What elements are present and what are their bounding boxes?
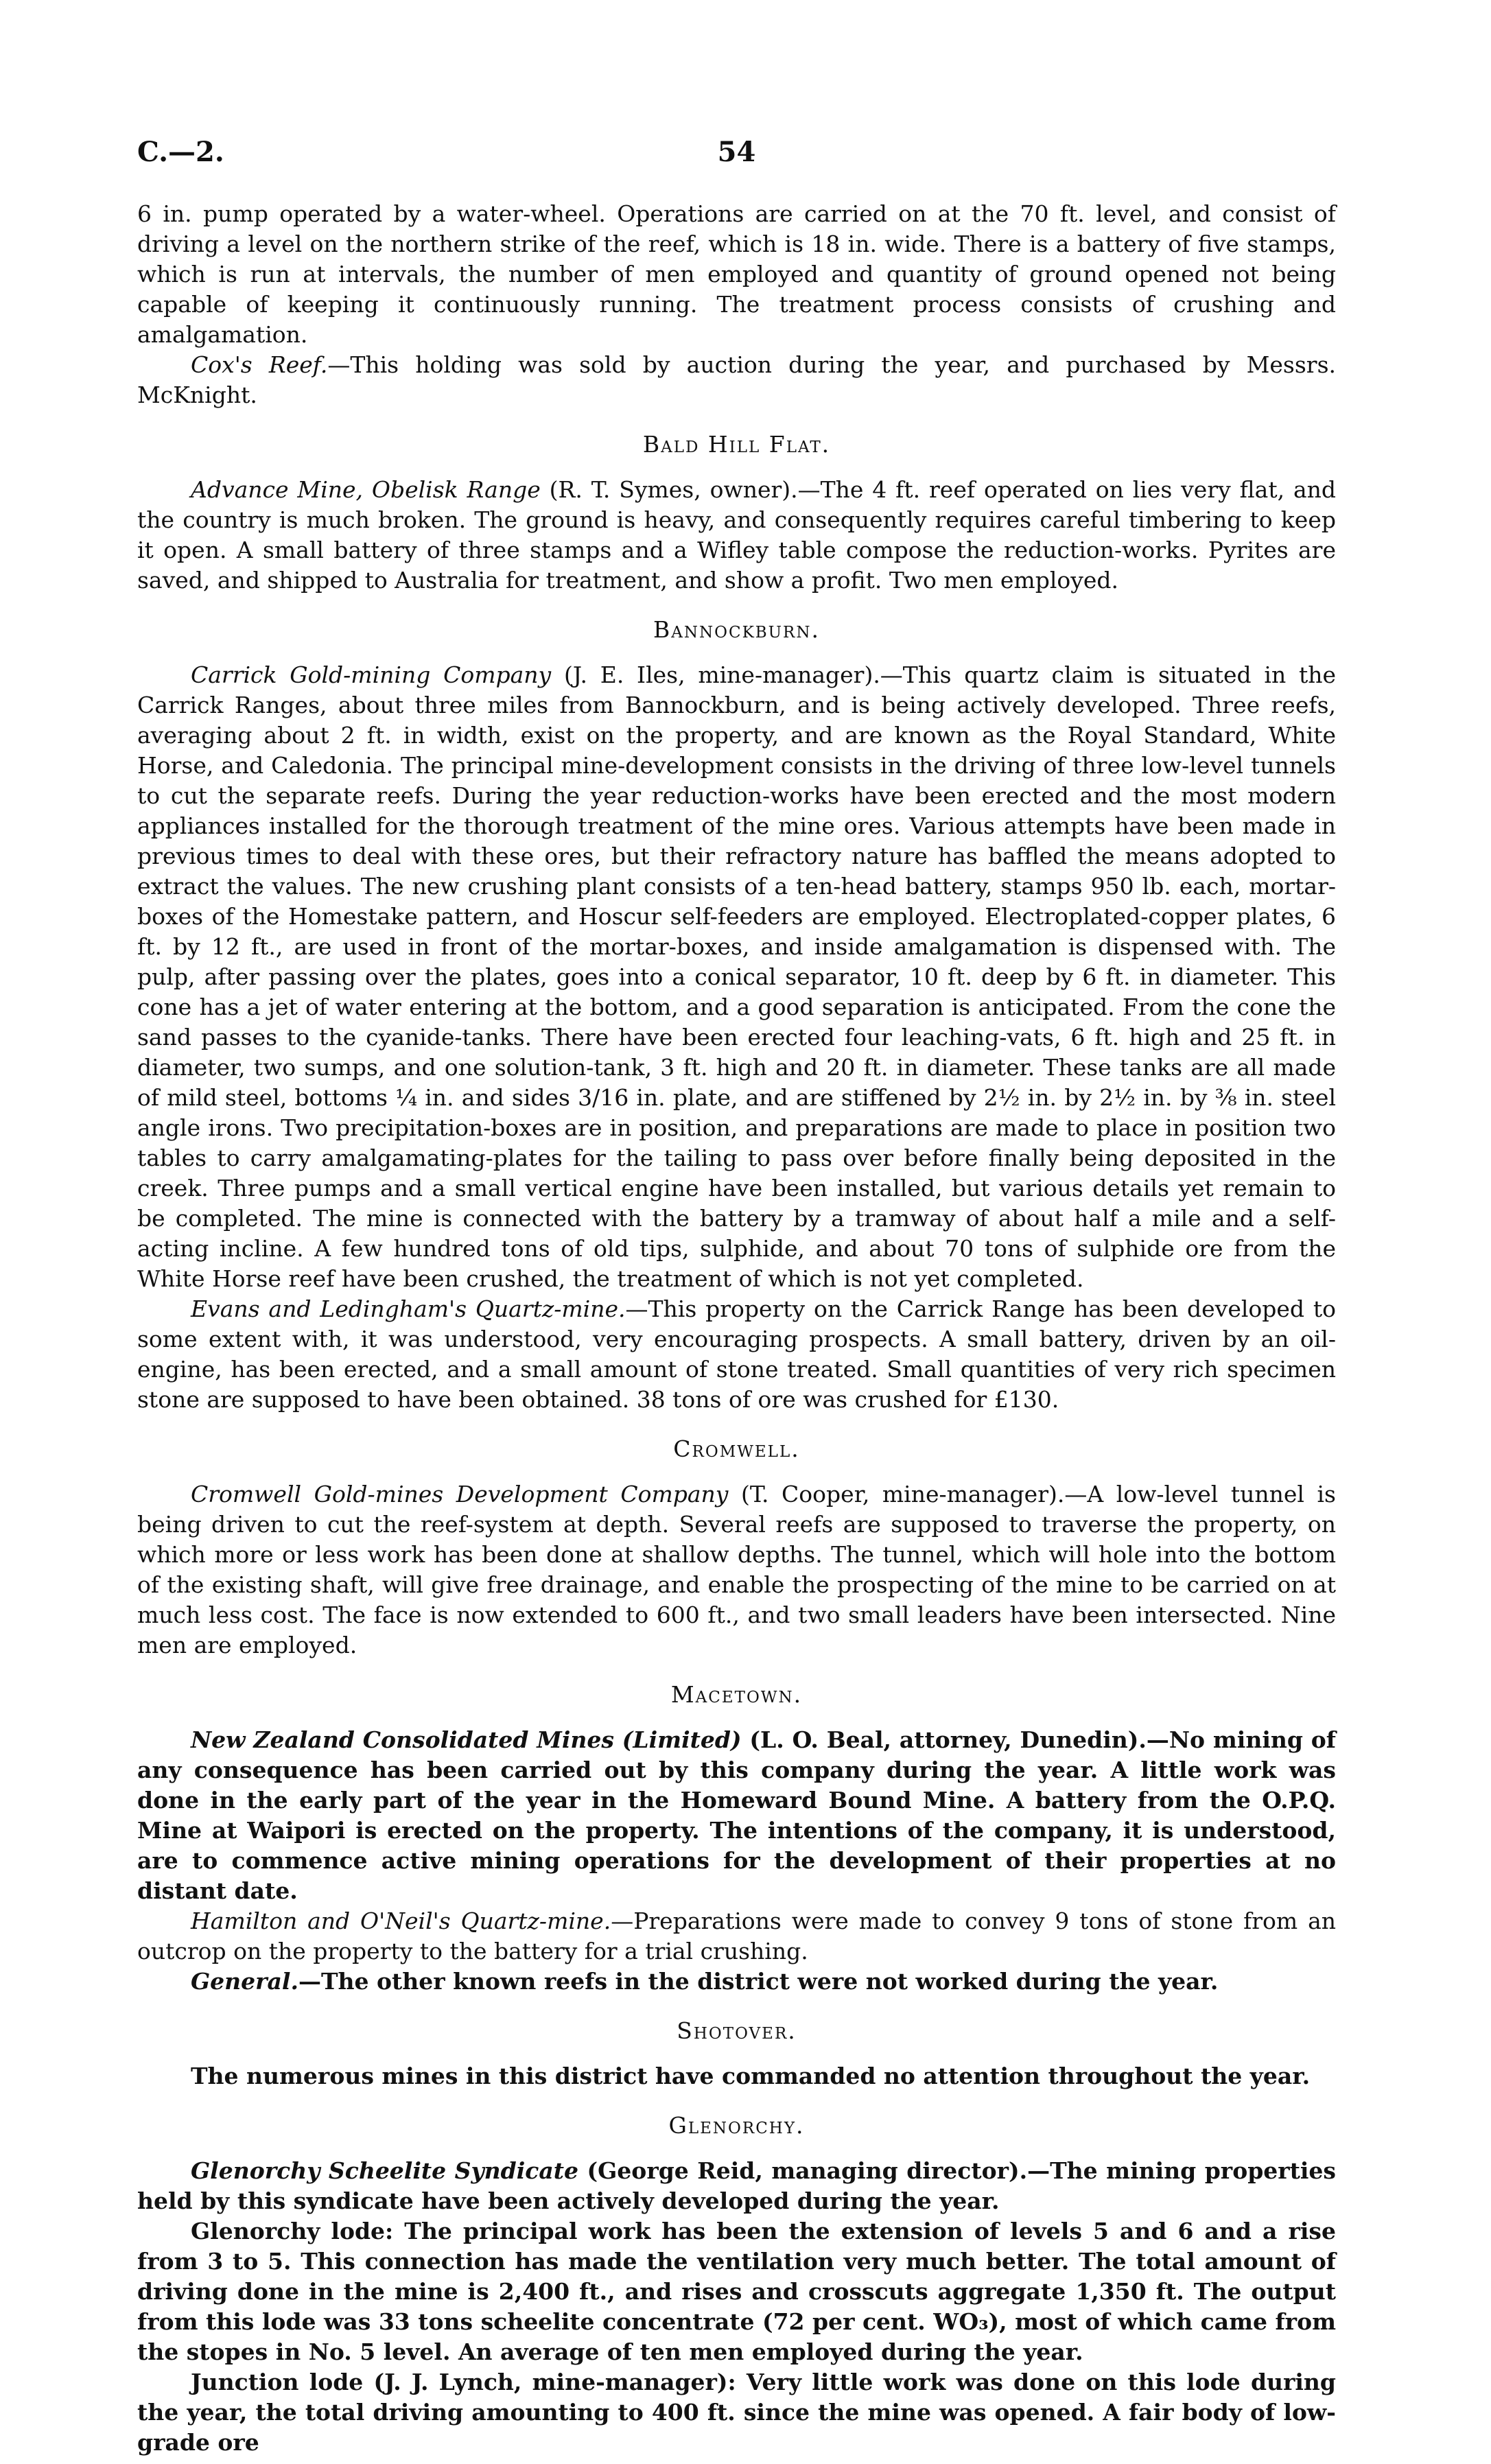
paragraph: Junction lode (J. J. Lynch, mine-manager): Very little work was done on this lode during the year, the total driving amounting to 400 ft. since the mine was opened. A fair body of low-grade ore bbox=[137, 2369, 1336, 2456]
paragraph-text: (George Reid, managing director).—The mining properties held by this syndicate have been actively developed during the year. bbox=[137, 2157, 1337, 2214]
paragraph-text: (J. E. Iles, mine-manager).—This quartz claim is situated in the Carrick Ranges, about three miles from Bannockburn, and is being actively developed. Three reefs, averaging about 2 ft. in width, exist on the property, and are known as the Royal Standard, White Horse, and Caledonia. The principal mine-development consists in the driving of three low-level tunnels to cut the separate reefs. During the year reduction-works have been erected and the most modern appliances installed for the thorough treatment of the mine ores. Various attempts have been made in previous times to deal with these ores, but their refractory nature has baffled the means adopted to extract the values. The new crushing plant consists of a ten-head battery, stamps 950 lb. each, mortar-boxes of the Homestake pattern, and Hoscur self-feeders are employed. Electroplated-copper plates, 6 ft. by 12 ft., are used in front of the mortar-boxes, and inside amalgamation is dispensed with. The pulp, after passing over the plates, goes into a conical separator, 10 ft. deep by 6 ft. in diameter. This cone has a jet of water entering at the bottom, and a good separation is anticipated. From the cone the sand passes to the cyanide-tanks. There have been erected four leaching-vats, 6 ft. high and 25 ft. in diameter, two sumps, and one solution-tank, 3 ft. high and 20 ft. in diameter. These tanks are all made of mild steel, bottoms ¼ in. and sides 3/16 in. plate, and are stiffened by 2½ in. by 2½ in. by ⅜ in. steel angle irons. Two precipitation-boxes are in position, and preparations are made to place in position two tables to carry amalgamating-plates for the tailing to pass over before finally being deposited in the creek. Three pumps and a small vertical engine have been installed, but various details yet remain to be completed. The mine is connected with the battery by a tramway of about half a mile and a self-acting incline. A few hundred tons of old tips, sulphide, and about 70 tons of sulphide ore from the White Horse reef have been crushed, the treatment of which is not yet completed. bbox=[137, 661, 1336, 1292]
paragraph-title: Hamilton and O'Neil's Quartz-mine. bbox=[191, 1908, 611, 1934]
paragraph-title: Advance Mine, Obelisk Range bbox=[191, 476, 541, 503]
paragraph-title: Evans and Ledingham's Quartz-mine. bbox=[191, 1295, 626, 1322]
paragraph bbox=[137, 350, 1336, 410]
paragraph bbox=[137, 1906, 1336, 1967]
paragraph bbox=[137, 1967, 1336, 1997]
paragraph bbox=[137, 475, 1336, 596]
paragraph-text: —This holding was sold by auction during the year, and purchased by Messrs. McKnight. bbox=[137, 351, 1336, 408]
page-number: 54 bbox=[717, 136, 756, 168]
paragraph: Glenorchy lode: The principal work has been the extension of levels 5 and 6 and a rise from 3 to 5. This connection has made the ventilation very much better. The total amount of driving done in the mine is 2,400 ft., and rises and crosscuts aggregate 1,350 ft. The output from this lode was 33 tons scheelite concentrate (72 per cent. WO₃), most of which came from the stopes in No. 5 level. An average of ten men employed during the year. bbox=[137, 2218, 1336, 2365]
paragraph-text: (R. T. Symes, owner).—The 4 ft. reef operated on lies very flat, and the country is much broken. The ground is heavy, and consequently requires careful timbering to keep it open. A small battery of three stamps and a Wifley table compose the reduction-works. Pyrites are saved, and shipped to Australia for treatment, and show a profit. Two men employed. bbox=[137, 476, 1336, 594]
paragraph-title: Glenorchy Scheelite Syndicate bbox=[191, 2157, 578, 2184]
report-reference: C.—2. bbox=[137, 136, 224, 168]
section-heading-shotover: Shotover. bbox=[677, 2017, 797, 2044]
section-heading-bannockburn: Bannockburn. bbox=[653, 616, 820, 643]
paragraph-title: General. bbox=[191, 1968, 298, 1995]
section-heading-glenorchy: Glenorchy. bbox=[668, 2112, 805, 2139]
paragraph-title: New Zealand Consolidated Mines (Limited) bbox=[191, 1726, 742, 1753]
section-heading-macetown: Macetown. bbox=[670, 1681, 803, 1708]
paragraph-text: —This property on the Carrick Range has been developed to some extent with, it was understood, very encouraging prospects. A small battery, driven by an oil-engine, has been erected, and a small amount of stone treated. Small quantities of very rich specimen stone are supposed to have been obtained. 38 tons of ore was crushed for £130. bbox=[137, 1295, 1336, 1413]
paragraph bbox=[137, 660, 1336, 1294]
paragraph bbox=[137, 1294, 1336, 1415]
paragraph-text: (T. Cooper, mine-manager).—A low-level tunnel is being driven to cut the reef-system at depth. Several reefs are supposed to traverse the property, on which more or less work has been done at shallow depths. The tunnel, which will hole into the bottom of the existing shaft, will give free drainage, and enable the prospecting of the mine to be carried on at much less cost. The face is now extended to 600 ft., and two small leaders have been intersected. Nine men are employed. bbox=[137, 1481, 1336, 1658]
paragraph: 6 in. pump operated by a water-wheel. Operations are carried on at the 70 ft. level, and consist of driving a level on the northern strike of the reef, which is 18 in. wide. There is a battery of five stamps, which is run at intervals, the number of men employed and quantity of ground opened not being capable of keeping it continuously running. The treatment process consists of crushing and amalgamation. bbox=[137, 200, 1336, 348]
section-heading-cromwell: Cromwell. bbox=[673, 1435, 800, 1462]
paragraph-text: —Preparations were made to convey 9 tons of stone from an outcrop on the property to the battery for a trial crushing. bbox=[137, 1908, 1337, 1964]
paragraph bbox=[137, 1479, 1336, 1661]
paragraph-title: Carrick Gold-mining Company bbox=[191, 661, 552, 688]
paragraph-title: Cromwell Gold-mines Development Company bbox=[191, 1481, 729, 1507]
paragraph bbox=[137, 1725, 1336, 1906]
paragraph: The numerous mines in this district have commanded no attention throughout the year. bbox=[191, 2063, 1311, 2089]
paragraph-text: —The other known reefs in the district were not worked during the year. bbox=[298, 1968, 1219, 1995]
paragraph-title: Cox's Reef. bbox=[191, 351, 328, 378]
paragraph bbox=[137, 2156, 1336, 2216]
page-body bbox=[137, 199, 1336, 2458]
section-heading-bald-hill-flat: Bald Hill Flat. bbox=[642, 431, 831, 458]
paragraph-text: (L. O. Beal, attorney, Dunedin).—No mining of any consequence has been carried out by this company during the year. A little work was done in the early part of the year in the Homeward Bound Mine. A battery from the O.P.Q. Mine at Waipori is erected on the property. The intentions of the company, it is understood, are to commence active mining operations for the development of their properties at no distant date. bbox=[137, 1726, 1336, 1904]
running-head bbox=[137, 136, 1336, 177]
